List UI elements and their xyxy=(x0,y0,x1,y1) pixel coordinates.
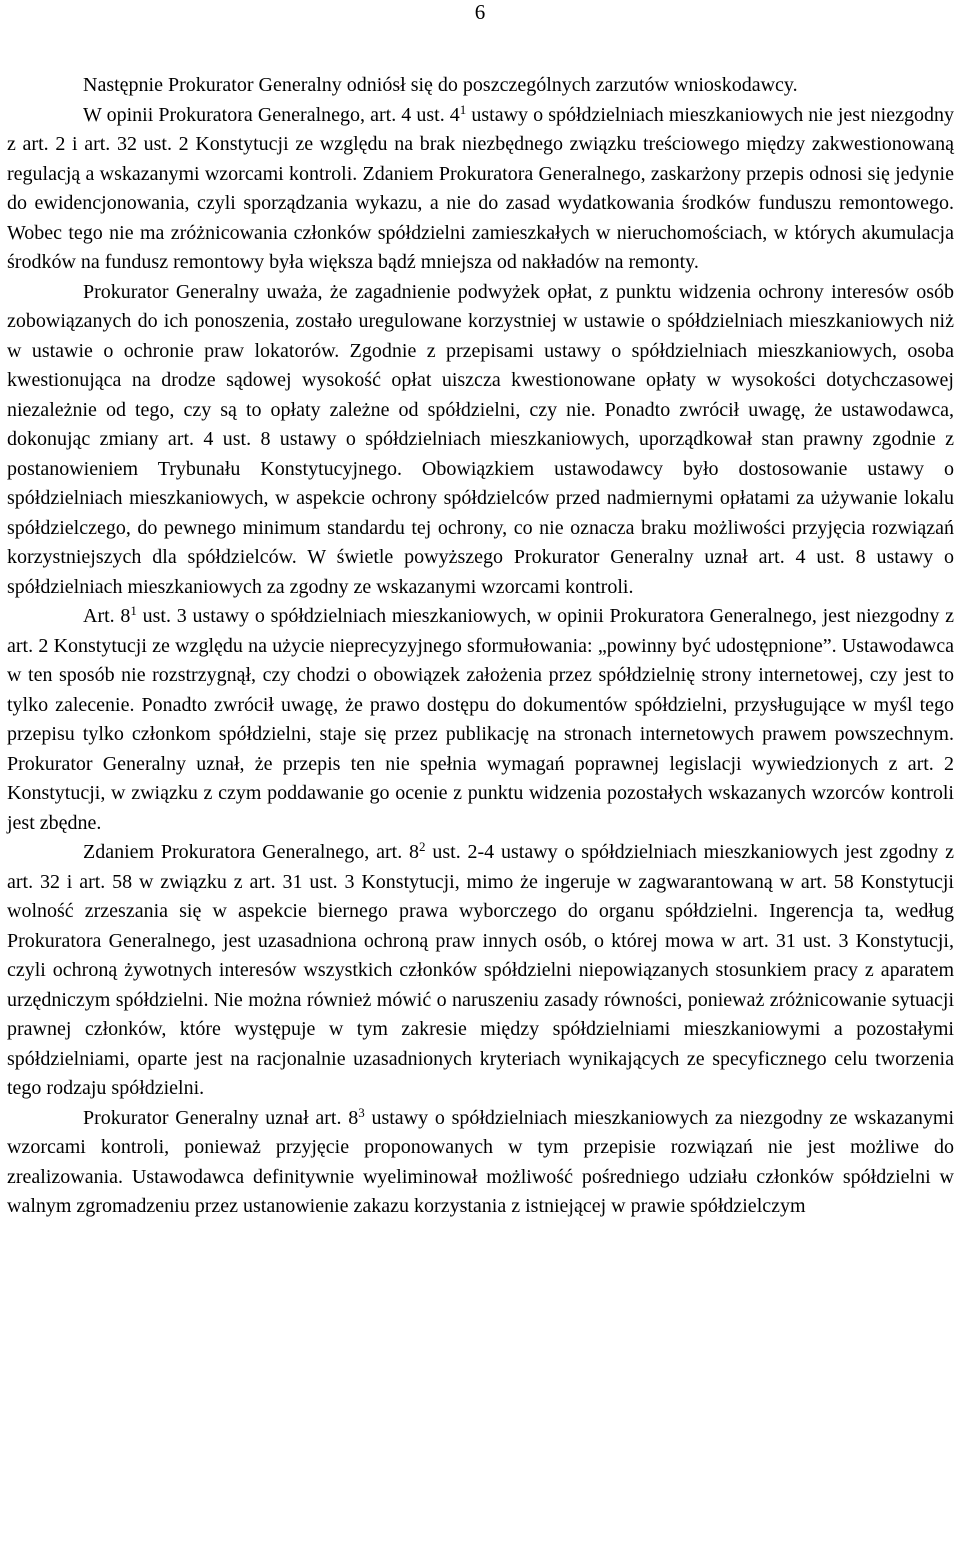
paragraph xyxy=(7,71,954,101)
paragraph-text: Prokurator Generalny uważa, że zagadnienie podwyżek opłat, z punktu widzenia ochrony interesów osób zobowiązanych do ich ponoszenia, zostało uregulowane korzystniej w ustawie o spółdzielniach mieszkaniowych niż w ustawie o ochronie praw lokatorów. Zgodnie z przepisami ustawy o spółdzielniach mieszkaniowych, osoba kwestionująca na drodze sądowej wysokość opłat uiszcza kwestionowane opłaty w wysokości dotychczasowej niezależnie od tego, czy są to opłaty zależne od spółdzielni, czy nie. Ponadto zwrócił uwagę, że ustawodawca, dokonując zmiany art. 4 ust. 8 ustawy o spółdzielniach mieszkaniowych, uporządkował stan prawny zgodnie z postanowieniem Trybunału Konstytucyjnego. Obowiązkiem ustawodawcy było dostosowanie ustawy o spółdzielniach mieszkaniowych, w aspekcie ochrony spółdzielców przed nadmiernymi opłatami za używanie lokalu spółdzielczego, do pewnego minimum standardu tej ochrony, co nie oznacza braku możliwości przyjęcia rozwiązań korzystniejszych dla spółdzielców. W świetle powyższego Prokurator Generalny uznał art. 4 ust. 8 ustawy o spółdzielniach mieszkaniowych za zgodny ze wskazanymi wzorcami kontroli. xyxy=(7,280,954,598)
paragraph-text: Art. 8 xyxy=(83,605,131,627)
paragraph-text: ustawy o spółdzielniach mieszkaniowych za niezgodny ze wskazanymi wzorcami kontroli, ponieważ przyjęcie proponowanych w tym przepisie rozwiązań nie jest możliwe do zrealizowania. Ustawodawca definitywnie wyeliminował możliwość pośredniego udziału członków spółdzielni w walnym zgromadzeniu przez ustanowienie zakazu korzystania z istniejącej w prawie spółdzielczym xyxy=(7,1106,955,1217)
paragraph xyxy=(7,278,954,603)
paragraph xyxy=(7,838,954,1104)
page-number: 6 xyxy=(474,0,486,24)
paragraph xyxy=(7,602,954,838)
paragraph-text: ust. 3 ustawy o spółdzielniach mieszkaniowych, w opinii Prokuratora Generalnego, jest niezgodny z art. 2 Konstytucji ze względu na użycie nieprecyzyjnego sformułowania: „powinny być udostępnione”. Ustawodawca w ten sposób nie rozstrzygnął, czy chodzi o obowiązek założenia przez spółdzielnię strony internetowej, czy jest to tylko zalecenie. Ponadto zwrócił uwagę, że prawo dostępu do dokumentów spółdzielni, przysługujące w myśl tego przepisu tylko członkom spółdzielni, staje się przez publikację na stronach internetowych prawem powszechnym. Prokurator Generalny uznał, że przepis ten nie spełnia wymagań poprawnej legislacji wywiedzionych z art. 2 Konstytucji, w związku z czym poddawanie go ocenie z punktu widzenia pozostałych wskazanych wzorców kontroli jest zbędne. xyxy=(7,605,955,834)
superscript: 1 xyxy=(130,603,137,618)
superscript: 2 xyxy=(419,839,426,854)
paragraph-text: ustawy o spółdzielniach mieszkaniowych nie jest niezgodny z art. 2 i art. 32 ust. 2 Konstytucji ze względu na brak niezbędnego związku treściowego między zakwestionowaną regulacją a wskazanymi wzorcami kontroli. Zdaniem Prokuratora Generalnego, zaskarżony przepis odnosi się jedynie do ewidencjonowania, czyli sporządzania wykazu, a nie do zasad wydatkowania środków funduszu remontowego. Wobec tego nie ma zróżnicowania członków spółdzielni zamieszkałych w nieruchomościach, w których akumulacja środków na fundusz remontowy była większa bądź mniejsza od nakładów na remonty. xyxy=(7,103,954,273)
paragraph-text: Zdaniem Prokuratora Generalnego, art. 8 xyxy=(83,841,420,863)
paragraph-text: ust. 2-4 ustawy o spółdzielniach mieszkaniowych jest zgodny z art. 32 i art. 58 w związku z art. 31 ust. 3 Konstytucji, mimo że ingeruje w zagwarantowaną w art. 58 Konstytucji wolność zrzeszania się w aspekcie biernego prawa wyborczego do organu spółdzielni. Ingerencja ta, według Prokuratora Generalnego, jest uzasadniona ochroną praw innych osób, o której mowa w art. 31 ust. 3 Konstytucji, czyli ochroną żywotnych interesów wszystkich członków spółdzielni niepowiązanych stosunkiem pracy z aparatem urzędniczym spółdzielni. Nie można również mówić o naruszeniu zasady równości, ponieważ zróżnicowanie sytuacji prawnej członków, które występuje w tym zakresie między spółdzielniami mieszkaniowymi a pozostałymi spółdzielniami, oparte jest na racjonalnie uzasadnionych kryteriach wynikających ze specyficznego celu tworzenia tego rodzaju spółdzielni. xyxy=(7,841,954,1099)
superscript: 3 xyxy=(358,1104,365,1120)
document-body xyxy=(7,71,954,1222)
paragraph-text: W opinii Prokuratora Generalnego, art. 4 ust. 4 xyxy=(83,103,460,126)
superscript: 1 xyxy=(459,101,467,117)
paragraph-text: Prokurator Generalny uznał art. 8 xyxy=(83,1106,359,1129)
paragraph xyxy=(7,1104,954,1222)
paragraph xyxy=(7,101,954,278)
paragraph-text: Następnie Prokurator Generalny odniósł się do poszczególnych zarzutów wnioskodawcy. xyxy=(83,74,798,96)
